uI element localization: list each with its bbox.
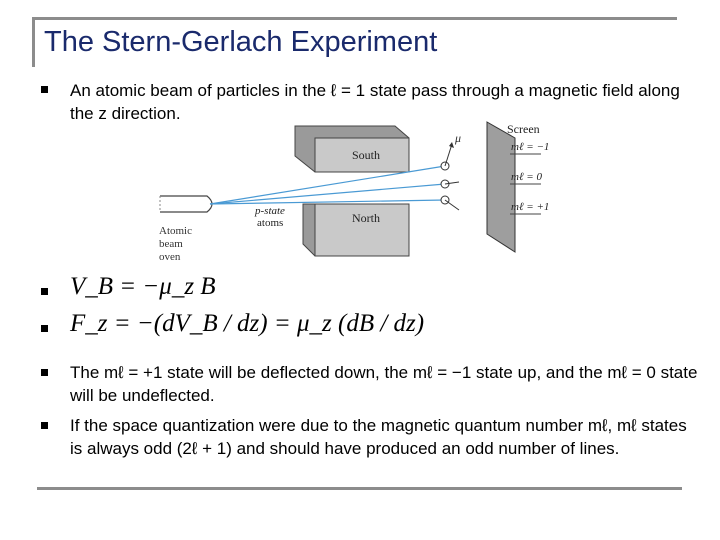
ml-minus1-label: mℓ = −1 (511, 141, 550, 153)
bullet-text-5: If the space quantization were due to the magnetic quantum number mℓ, mℓ states is always odd (2ℓ + 1) and should have produced an odd number of lines. (70, 416, 687, 458)
equation-potential (70, 273, 216, 301)
equation-text: V_B = −μ_z B (70, 273, 216, 300)
mu-arrow (445, 144, 452, 166)
oven-label-3: oven (159, 251, 181, 263)
bullet-marker (41, 369, 48, 376)
frame-bottom-rule (37, 487, 682, 490)
frame-top-rule (32, 17, 677, 20)
north-label: North (352, 211, 380, 225)
ml-zero-label: mℓ = 0 (511, 171, 542, 183)
oven-label-1: Atomic (159, 225, 192, 237)
south-label: South (352, 148, 381, 162)
slide-title: The Stern-Gerlach Experiment (44, 26, 438, 58)
stern-gerlach-diagram (155, 116, 575, 268)
stern-gerlach-figure (155, 116, 575, 268)
bullet-marker (41, 422, 48, 429)
bullet-marker (41, 325, 48, 332)
equation-text: F_z = −(dV_B / dz) = μ_z (dB / dz) (70, 310, 425, 337)
ml-plus1-label: mℓ = +1 (511, 201, 550, 213)
oven-shape (160, 196, 212, 212)
bullet-text-1: An atomic beam of particles in the ℓ = 1 state pass through a magnetic field along the z direction. (70, 81, 680, 123)
bullet-marker (41, 86, 48, 93)
bullet-text-4: The mℓ = +1 state will be deflected down, the mℓ = −1 state up, and the mℓ = 0 state will be undeflected. (70, 363, 698, 405)
equation-force (70, 310, 424, 338)
pstate-label-1: p-state (255, 205, 285, 217)
mu-label: μ (455, 131, 462, 145)
frame-left-rule (32, 17, 35, 67)
screen-label: Screen (507, 122, 540, 136)
bullet-marker (41, 288, 48, 295)
oven-label-2: beam (159, 238, 183, 250)
pstate-label-2: atoms (257, 217, 284, 229)
